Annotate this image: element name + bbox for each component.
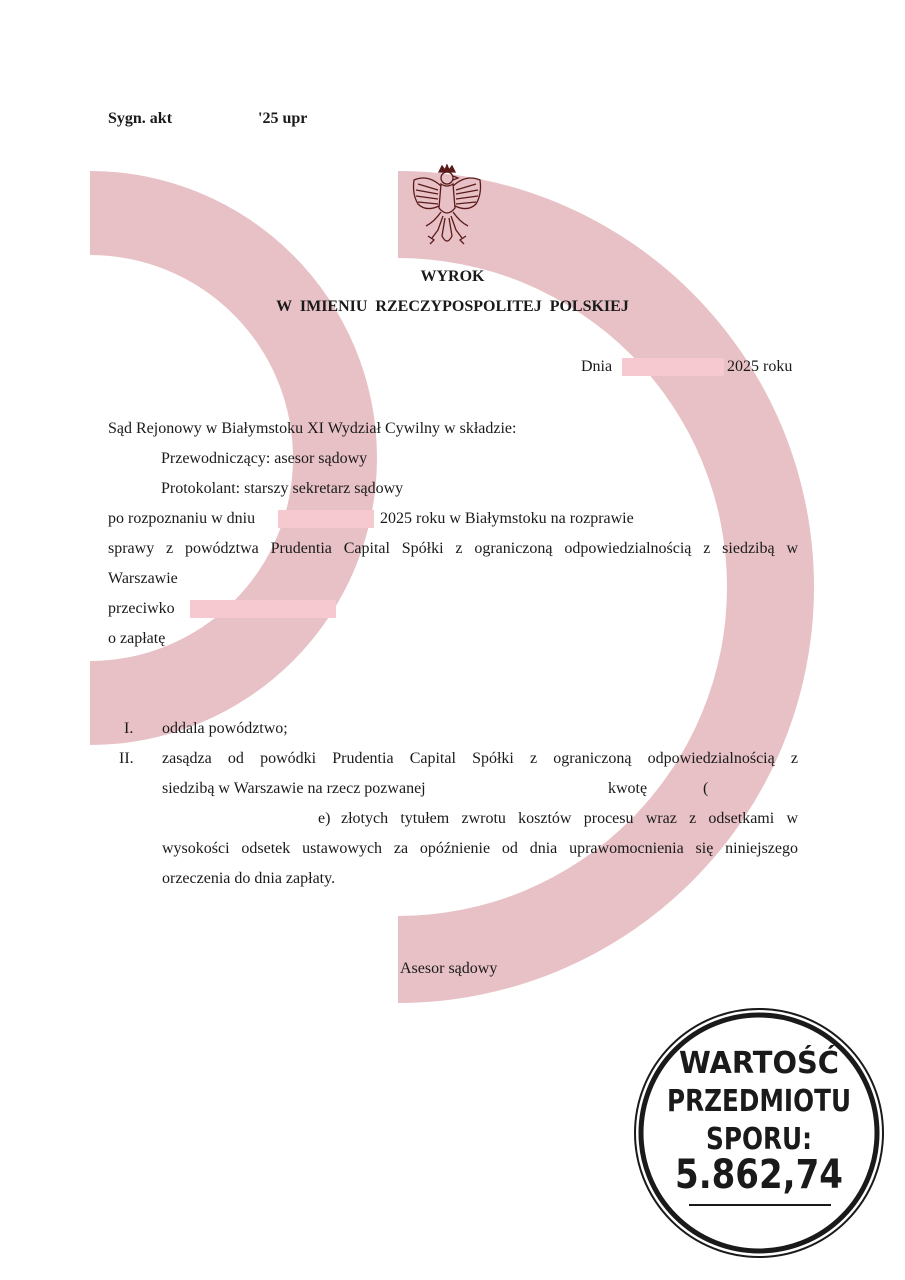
stamp-line-3: SPORU:	[706, 1122, 812, 1157]
ruling-2-number: II.	[119, 750, 134, 767]
hearing-prefix: po rozpoznaniu w dniu	[108, 510, 256, 527]
ruling-2-line-4: wysokości odsetek ustawowych za opóźnienie od dnia uprawomocnienia się niniejszego	[162, 840, 798, 857]
signature-label: Asesor sądowy	[400, 960, 498, 977]
ruling-1-number: I.	[124, 720, 134, 737]
subject-label: o zapłatę	[108, 630, 166, 647]
ruling-1-text: oddala powództwo;	[162, 720, 288, 737]
ruling-2-line-2a: siedzibą w Warszawie na rzecz pozwanej	[162, 780, 426, 797]
case-signature-label: Sygn. akt	[108, 110, 173, 127]
redaction-hearing-date	[278, 510, 374, 528]
stamp-line-2: PRZEDMIOTU	[667, 1084, 851, 1119]
document-subtitle: W IMIENIU RZECZYPOSPOLITEJ POLSKIEJ	[276, 298, 629, 315]
redaction-date	[622, 358, 724, 376]
court-chair: Przewodniczący: asesor sądowy	[161, 450, 368, 467]
dispute-value-stamp	[633, 1007, 885, 1259]
date-prefix: Dnia	[581, 358, 613, 375]
stamp-value: 5.862,74	[675, 1152, 843, 1198]
against-label: przeciwko	[108, 600, 175, 617]
stamp-line-1: WARTOŚĆ	[679, 1046, 846, 1081]
case-line-2: Warszawie	[108, 570, 178, 587]
document-title: WYROK	[420, 268, 485, 285]
ruling-2-line-1: zasądza od powódki Prudentia Capital Spółki z ograniczoną odpowiedzialnością z	[162, 750, 798, 767]
redaction-defendant	[190, 600, 336, 618]
ruling-2-line-2c: (	[703, 780, 709, 797]
polish-eagle-emblem-icon	[408, 164, 486, 248]
ruling-2-line-3a: e)	[318, 810, 331, 827]
court-clerk: Protokolant: starszy sekretarz sądowy	[161, 480, 404, 497]
hearing-suffix: 2025 roku w Białymstoku na rozprawie	[380, 510, 634, 527]
ruling-2-line-5: orzeczenia do dnia zapłaty.	[162, 870, 336, 887]
case-line-1: sprawy z powództwa Prudentia Capital Spółki z ograniczoną odpowiedzialnością z siedzibą w	[108, 540, 798, 557]
watermark-right-arc	[398, 171, 814, 1003]
date-suffix: 2025 roku	[727, 358, 793, 375]
court-line: Sąd Rejonowy w Białymstoku XI Wydział Cywilny w składzie:	[108, 420, 517, 437]
ruling-2-line-3b: złotych tytułem zwrotu kosztów procesu wraz z odsetkami w	[341, 810, 798, 827]
ruling-2-line-2b: kwotę	[608, 780, 648, 797]
case-signature-suffix: '25 upr	[258, 110, 308, 127]
